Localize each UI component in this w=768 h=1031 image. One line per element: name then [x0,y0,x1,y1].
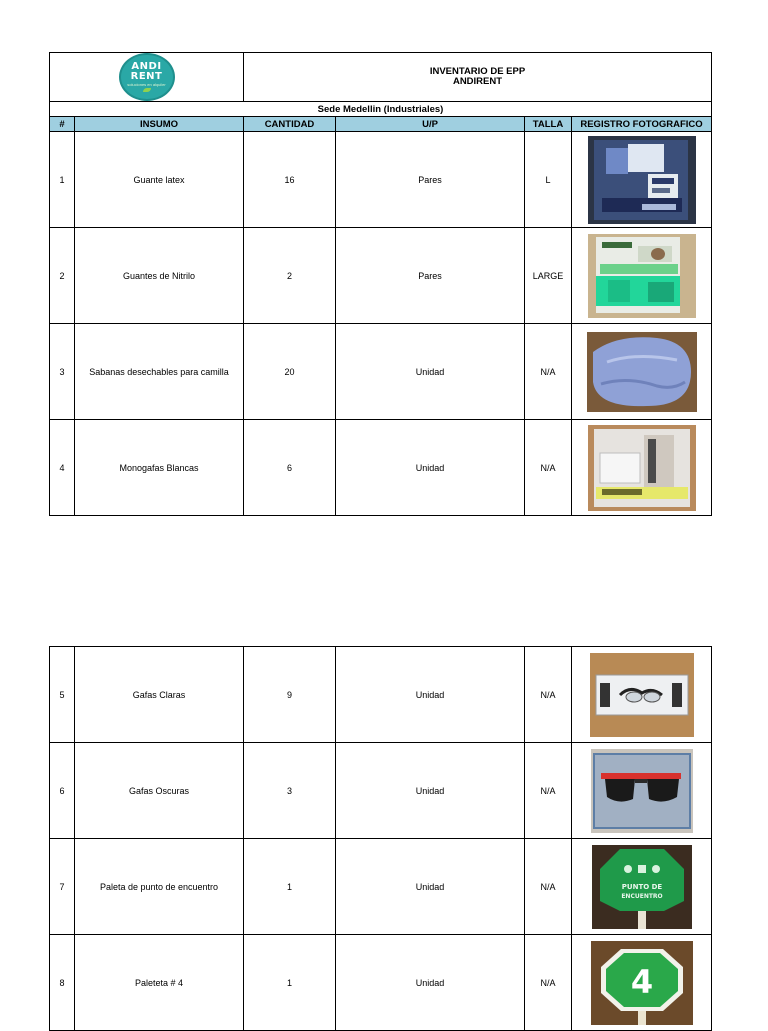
logo-cell [50,53,244,102]
item-talla: L [525,132,572,228]
item-talla: N/A [525,324,572,420]
item-talla: N/A [525,743,572,839]
logo-text-line2: RENT [130,71,163,82]
table-row [50,132,712,228]
item-insumo: Guantes de Nitrilo [75,228,244,324]
item-insumo: Paleta de punto de encuentro [75,839,244,935]
dark-glasses-photo [591,749,693,833]
logo-tagline: soluciones en alquiler [127,82,166,87]
item-up: Pares [336,228,525,324]
item-photo-cell [572,324,712,420]
item-insumo: Gafas Claras [75,647,244,743]
item-cantidad: 2 [244,228,336,324]
andirent-logo [119,53,175,101]
table-row [50,324,712,420]
table-row [50,228,712,324]
col-header-num: # [50,117,75,132]
item-cantidad: 6 [244,420,336,516]
item-cantidad: 20 [244,324,336,420]
item-number: 7 [50,839,75,935]
table-row [50,420,712,516]
item-up: Unidad [336,420,525,516]
item-number: 5 [50,647,75,743]
item-up: Unidad [336,839,525,935]
item-up: Unidad [336,743,525,839]
item-up: Pares [336,132,525,228]
leaf-icon [143,88,151,92]
inventory-table-1 [49,52,712,516]
table-row [50,743,712,839]
item-up: Unidad [336,324,525,420]
clear-glasses-photo [590,653,694,737]
item-insumo: Monogafas Blancas [75,420,244,516]
col-header-registro: REGISTRO FOTOGRAFICO [572,117,712,132]
document-title [244,53,712,102]
title-line-1: INVENTARIO DE EPP [429,66,526,77]
item-insumo: Paleteta # 4 [75,935,244,1031]
item-cantidad: 3 [244,743,336,839]
item-photo-cell [572,743,712,839]
table-row [50,839,712,935]
item-insumo: Guante latex [75,132,244,228]
sede-subtitle: Sede Medellin (Industriales) [50,102,712,117]
item-number: 6 [50,743,75,839]
item-photo-cell [572,839,712,935]
item-number: 3 [50,324,75,420]
item-cantidad: 1 [244,935,336,1031]
title-line-2: ANDIRENT [452,76,503,87]
meeting-point-sign-photo [592,845,692,929]
item-number: 2 [50,228,75,324]
item-talla: LARGE [525,228,572,324]
item-number: 8 [50,935,75,1031]
item-cantidad: 1 [244,839,336,935]
inventory-sheet-page-2 [49,646,711,1031]
goggles-package-photo [588,425,696,511]
col-header-insumo: INSUMO [75,117,244,132]
col-header-talla: TALLA [525,117,572,132]
item-photo-cell [572,228,712,324]
table-row [50,935,712,1031]
item-insumo: Sabanas desechables para camilla [75,324,244,420]
item-number: 1 [50,132,75,228]
item-talla: N/A [525,839,572,935]
item-photo-cell [572,420,712,516]
disposable-sheets-photo [587,332,697,412]
inventory-table-2 [49,646,712,1031]
nitrile-gloves-photo [588,234,696,318]
col-header-up: U/P [336,117,525,132]
item-up: Unidad [336,647,525,743]
item-number: 4 [50,420,75,516]
number-four-sign-photo [591,941,693,1025]
item-talla: N/A [525,647,572,743]
item-insumo: Gafas Oscuras [75,743,244,839]
inventory-sheet-page-1 [49,52,711,516]
svg-text:PUNTO DE: PUNTO DE [621,882,662,891]
table-row [50,647,712,743]
column-header-row [50,117,712,132]
item-up: Unidad [336,935,525,1031]
item-photo-cell [572,132,712,228]
item-cantidad: 16 [244,132,336,228]
logo-text-line1: ANDI [131,61,162,72]
gloves-package-photo [588,136,696,224]
sign-number: 4 [630,962,653,1001]
item-talla: N/A [525,935,572,1031]
item-talla: N/A [525,420,572,516]
col-header-cantidad: CANTIDAD [244,117,336,132]
item-photo-cell [572,935,712,1031]
item-photo-cell [572,647,712,743]
item-cantidad: 9 [244,647,336,743]
svg-text:ENCUENTRO: ENCUENTRO [620,892,663,900]
